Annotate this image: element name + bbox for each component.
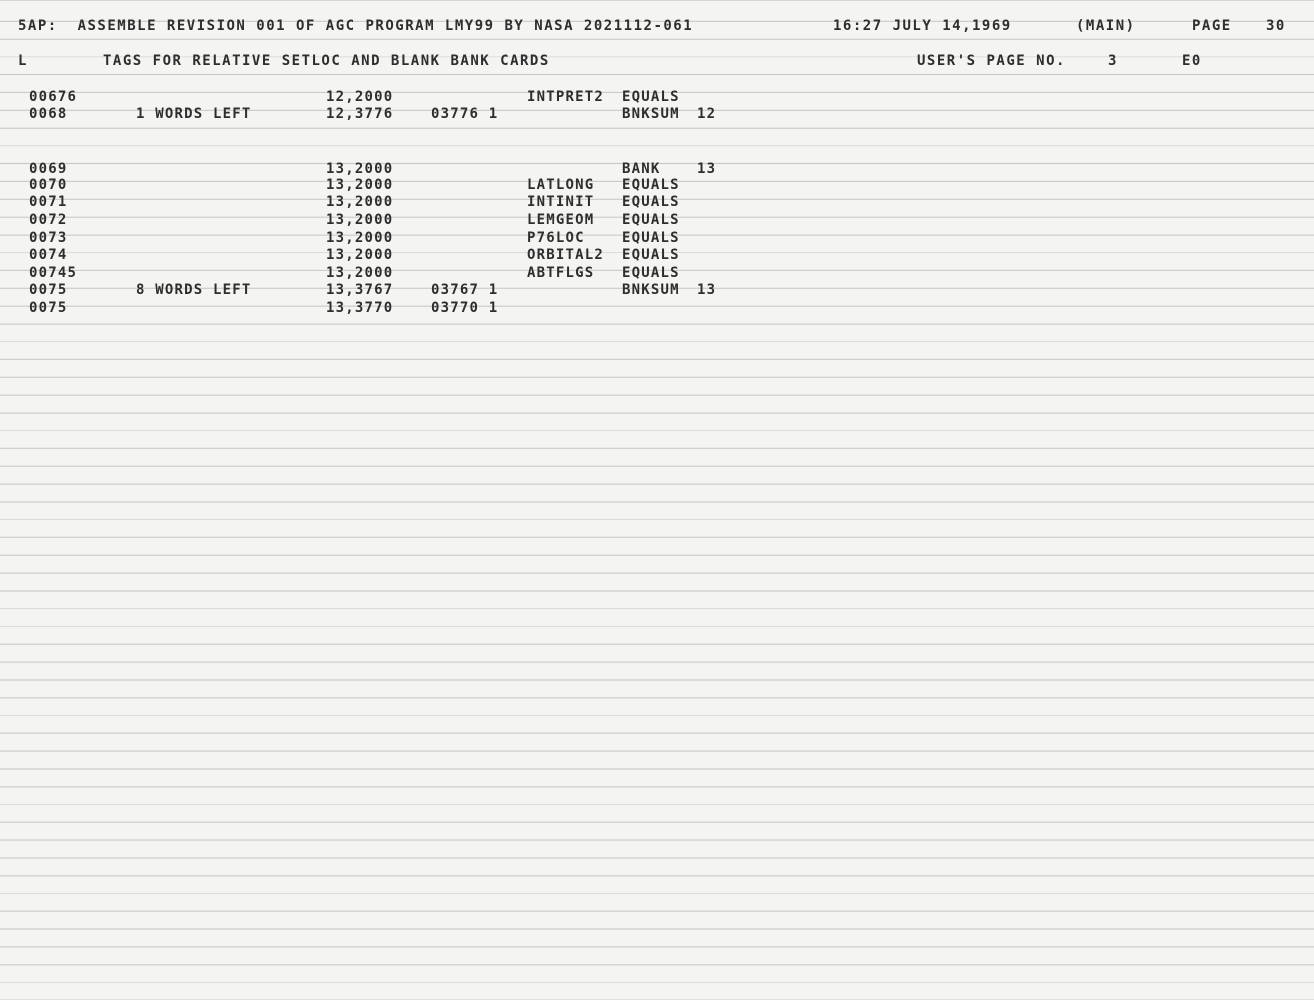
line-number: 0068 [29,106,68,122]
tag: INTINIT [527,194,595,210]
address: 13,2000 [326,247,394,263]
opcode: EQUALS [622,265,680,281]
line-number: 0075 [29,300,68,316]
opcode: BNKSUM [622,106,680,122]
subheader-marker: L [18,53,28,69]
tag: INTPRET2 [527,89,605,105]
opcode: EQUALS [622,89,680,105]
line-number: 00676 [29,89,78,105]
address: 13,2000 [326,161,394,177]
page-label: PAGE [1192,18,1232,34]
address: 13,2000 [326,177,394,193]
page-number: 30 [1266,18,1286,34]
users-page-label: USER'S PAGE NO. [917,53,1066,69]
address: 13,2000 [326,194,394,210]
users-page-number: 3 [1108,53,1118,69]
listing-timestamp: 16:27 JULY 14,1969 [833,18,1012,34]
listing-main-label: (MAIN) [1076,18,1136,34]
tag: ORBITAL2 [527,247,605,263]
octal-value: 03770 1 [431,300,499,316]
octal-value: 03767 1 [431,282,499,298]
address: 13,2000 [326,265,394,281]
address: 13,3770 [326,300,394,316]
line-number: 0074 [29,247,68,263]
line-number: 0070 [29,177,68,193]
operand: 12 [697,106,717,122]
tag: LEMGEOM [527,212,595,228]
subheader-title: TAGS FOR RELATIVE SETLOC AND BLANK BANK CARDS [103,53,550,69]
address: 13,2000 [326,212,394,228]
opcode: EQUALS [622,212,680,228]
opcode: EQUALS [622,230,680,246]
opcode: EQUALS [622,247,680,263]
operand: 13 [697,161,717,177]
listing-title: 5AP: ASSEMBLE REVISION 001 OF AGC PROGRAM LMY99 BY NASA 2021112-061 [18,18,694,34]
opcode: EQUALS [622,194,680,210]
tag: P76LOC [527,230,585,246]
opcode: BANK [622,161,661,177]
opcode: BNKSUM [622,282,680,298]
words-left-note: 8 WORDS LEFT [136,282,252,298]
tag: LATLONG [527,177,595,193]
opcode: EQUALS [622,177,680,193]
subheader-code: E0 [1182,53,1202,69]
address: 12,3776 [326,106,394,122]
words-left-note: 1 WORDS LEFT [136,106,252,122]
address: 12,2000 [326,89,394,105]
operand: 13 [697,282,717,298]
line-number: 0073 [29,230,68,246]
line-number: 00745 [29,265,78,281]
address: 13,3767 [326,282,394,298]
octal-value: 03776 1 [431,106,499,122]
tag: ABTFLGS [527,265,595,281]
line-number: 0075 [29,282,68,298]
line-number: 0071 [29,194,68,210]
address: 13,2000 [326,230,394,246]
line-number: 0072 [29,212,68,228]
line-number: 0069 [29,161,68,177]
